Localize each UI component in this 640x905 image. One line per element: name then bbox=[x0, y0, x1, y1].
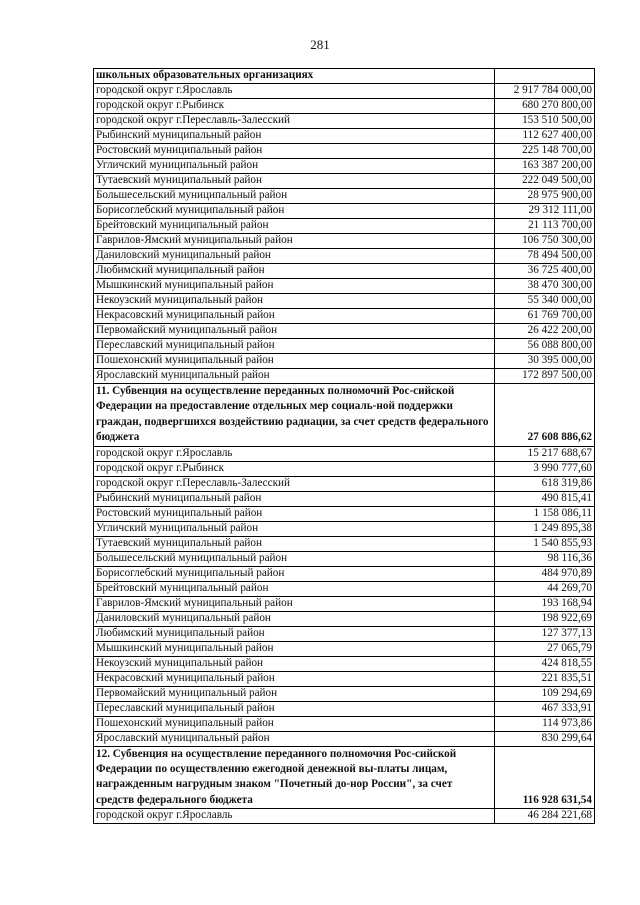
row-amount: 36 725 400,00 bbox=[495, 264, 595, 279]
table-row bbox=[94, 461, 595, 476]
row-name: Пошехонский муниципальный район bbox=[94, 354, 495, 369]
row-name: городской округ г.Ярославль bbox=[94, 84, 495, 99]
table-row bbox=[94, 641, 595, 656]
table-row bbox=[94, 249, 595, 264]
row-amount: 28 975 900,00 bbox=[495, 189, 595, 204]
row-amount: 1 249 895,38 bbox=[495, 521, 595, 536]
table-row bbox=[94, 339, 595, 354]
row-name: городской округ г.Переславль-Залесский bbox=[94, 476, 495, 491]
page-number: 281 bbox=[310, 37, 330, 52]
table-row bbox=[94, 84, 595, 99]
section-total: 116 928 631,54 bbox=[495, 746, 595, 809]
table-row bbox=[94, 809, 595, 824]
row-name: городской округ г.Рыбинск bbox=[94, 461, 495, 476]
table-row bbox=[94, 294, 595, 309]
row-name: Угличский муниципальный район bbox=[94, 159, 495, 174]
row-name: Гаврилов-Ямский муниципальный район bbox=[94, 234, 495, 249]
row-name: городской округ г.Рыбинск bbox=[94, 99, 495, 114]
section-header-row bbox=[94, 384, 595, 447]
row-amount: 55 340 000,00 bbox=[495, 294, 595, 309]
table-row bbox=[94, 626, 595, 641]
row-amount: 467 333,91 bbox=[495, 701, 595, 716]
row-name: Большесельский муниципальный район bbox=[94, 551, 495, 566]
table-row bbox=[94, 656, 595, 671]
row-name: Гаврилов-Ямский муниципальный район bbox=[94, 596, 495, 611]
row-amount: 490 815,41 bbox=[495, 491, 595, 506]
table-row bbox=[94, 279, 595, 294]
row-amount: 44 269,70 bbox=[495, 581, 595, 596]
row-amount: 172 897 500,00 bbox=[495, 369, 595, 384]
table-row bbox=[94, 611, 595, 626]
row-amount: 61 769 700,00 bbox=[495, 309, 595, 324]
table-row bbox=[94, 686, 595, 701]
row-name: Переславский муниципальный район bbox=[94, 701, 495, 716]
row-amount: 78 494 500,00 bbox=[495, 249, 595, 264]
section-title: 12. Субвенция на осуществление переданного полномочия Рос-сийской Федерации по осуществлению ежегодной денежной вы-платы лицам, награжденным нагрудным знаком "Почетный до-нор России", за счет средств федерального бюджета bbox=[94, 746, 495, 809]
row-name: Любимский муниципальный район bbox=[94, 264, 495, 279]
table-row bbox=[94, 476, 595, 491]
row-name: Брейтовский муниципальный район bbox=[94, 581, 495, 596]
table-row bbox=[94, 369, 595, 384]
row-name: Некоузский муниципальный район bbox=[94, 656, 495, 671]
row-name: городской округ г.Ярославль bbox=[94, 446, 495, 461]
row-amount bbox=[495, 69, 595, 84]
table-row bbox=[94, 701, 595, 716]
row-name: Борисоглебский муниципальный район bbox=[94, 566, 495, 581]
row-amount: 2 917 784 000,00 bbox=[495, 84, 595, 99]
row-amount: 112 627 400,00 bbox=[495, 129, 595, 144]
table-row bbox=[94, 491, 595, 506]
table-row bbox=[94, 189, 595, 204]
row-name: Мышкинский муниципальный район bbox=[94, 279, 495, 294]
row-amount: 424 818,55 bbox=[495, 656, 595, 671]
row-amount: 1 540 855,93 bbox=[495, 536, 595, 551]
row-amount: 38 470 300,00 bbox=[495, 279, 595, 294]
row-name: Некрасовский муниципальный район bbox=[94, 309, 495, 324]
row-name: Первомайский муниципальный район bbox=[94, 324, 495, 339]
row-name: Переславский муниципальный район bbox=[94, 339, 495, 354]
row-name: Ярославский муниципальный район bbox=[94, 731, 495, 746]
table-row bbox=[94, 551, 595, 566]
row-name: Даниловский муниципальный район bbox=[94, 611, 495, 626]
row-name: Мышкинский муниципальный район bbox=[94, 641, 495, 656]
table-row bbox=[94, 731, 595, 746]
section-total: 27 608 886,62 bbox=[495, 384, 595, 447]
table-row bbox=[94, 581, 595, 596]
table-row bbox=[94, 159, 595, 174]
table-row bbox=[94, 446, 595, 461]
table-row bbox=[94, 144, 595, 159]
row-name: Тутаевский муниципальный район bbox=[94, 536, 495, 551]
row-amount: 15 217 688,67 bbox=[495, 446, 595, 461]
section-header-row bbox=[94, 746, 595, 809]
row-amount: 153 510 500,00 bbox=[495, 114, 595, 129]
row-amount: 1 158 086,11 bbox=[495, 506, 595, 521]
row-name: Большесельский муниципальный район bbox=[94, 189, 495, 204]
row-name: Угличский муниципальный район bbox=[94, 521, 495, 536]
table-row bbox=[94, 671, 595, 686]
row-amount: 21 113 700,00 bbox=[495, 219, 595, 234]
table-row bbox=[94, 596, 595, 611]
table-row bbox=[94, 219, 595, 234]
row-name: Некрасовский муниципальный район bbox=[94, 671, 495, 686]
row-name: Ярославский муниципальный район bbox=[94, 369, 495, 384]
row-amount: 830 299,64 bbox=[495, 731, 595, 746]
table-row bbox=[94, 99, 595, 114]
row-name: городской округ г.Переславль-Залесский bbox=[94, 114, 495, 129]
row-amount: 3 990 777,60 bbox=[495, 461, 595, 476]
row-amount: 27 065,79 bbox=[495, 641, 595, 656]
table-row bbox=[94, 129, 595, 144]
table-row bbox=[94, 716, 595, 731]
row-amount: 163 387 200,00 bbox=[495, 159, 595, 174]
row-amount: 225 148 700,00 bbox=[495, 144, 595, 159]
row-amount: 114 973,86 bbox=[495, 716, 595, 731]
row-name: Борисоглебский муниципальный район bbox=[94, 204, 495, 219]
section-title: 11. Субвенция на осуществление переданных полномочий Рос-сийской Федерации на предоставление отдельных мер социаль-ной поддержки граждан, подвергшихся воздействию радиации, за счет средств федерального бюджета bbox=[94, 384, 495, 447]
row-name: Рыбинский муниципальный район bbox=[94, 129, 495, 144]
table-row bbox=[94, 234, 595, 249]
subvention-table bbox=[93, 68, 595, 824]
row-name: Даниловский муниципальный район bbox=[94, 249, 495, 264]
row-amount: 106 750 300,00 bbox=[495, 234, 595, 249]
row-amount: 198 922,69 bbox=[495, 611, 595, 626]
table-row bbox=[94, 309, 595, 324]
row-name: Ростовский муниципальный район bbox=[94, 144, 495, 159]
row-amount: 109 294,69 bbox=[495, 686, 595, 701]
row-amount: 29 312 111,00 bbox=[495, 204, 595, 219]
table-row bbox=[94, 324, 595, 339]
row-amount: 26 422 200,00 bbox=[495, 324, 595, 339]
row-amount: 193 168,94 bbox=[495, 596, 595, 611]
row-amount: 46 284 221,68 bbox=[495, 809, 595, 824]
table-row bbox=[94, 264, 595, 279]
row-name: городской округ г.Ярославль bbox=[94, 809, 495, 824]
row-name: Рыбинский муниципальный район bbox=[94, 491, 495, 506]
row-name: Ростовский муниципальный район bbox=[94, 506, 495, 521]
table-row bbox=[94, 566, 595, 581]
row-amount: 618 319,86 bbox=[495, 476, 595, 491]
table-row bbox=[94, 521, 595, 536]
table-row bbox=[94, 536, 595, 551]
table-row bbox=[94, 354, 595, 369]
table-row bbox=[94, 506, 595, 521]
row-amount: 127 377,13 bbox=[495, 626, 595, 641]
row-name: Пошехонский муниципальный район bbox=[94, 716, 495, 731]
row-name: Первомайский муниципальный район bbox=[94, 686, 495, 701]
row-amount: 56 088 800,00 bbox=[495, 339, 595, 354]
row-name: школьных образовательных организациях bbox=[94, 69, 495, 84]
row-amount: 680 270 800,00 bbox=[495, 99, 595, 114]
table-row bbox=[94, 204, 595, 219]
row-amount: 222 049 500,00 bbox=[495, 174, 595, 189]
row-name: Тутаевский муниципальный район bbox=[94, 174, 495, 189]
row-amount: 221 835,51 bbox=[495, 671, 595, 686]
table-row bbox=[94, 114, 595, 129]
row-name: Брейтовский муниципальный район bbox=[94, 219, 495, 234]
row-name: Некоузский муниципальный район bbox=[94, 294, 495, 309]
row-amount: 30 395 000,00 bbox=[495, 354, 595, 369]
row-amount: 484 970,89 bbox=[495, 566, 595, 581]
table-row bbox=[94, 69, 595, 84]
row-name: Любимский муниципальный район bbox=[94, 626, 495, 641]
row-amount: 98 116,36 bbox=[495, 551, 595, 566]
table-row bbox=[94, 174, 595, 189]
